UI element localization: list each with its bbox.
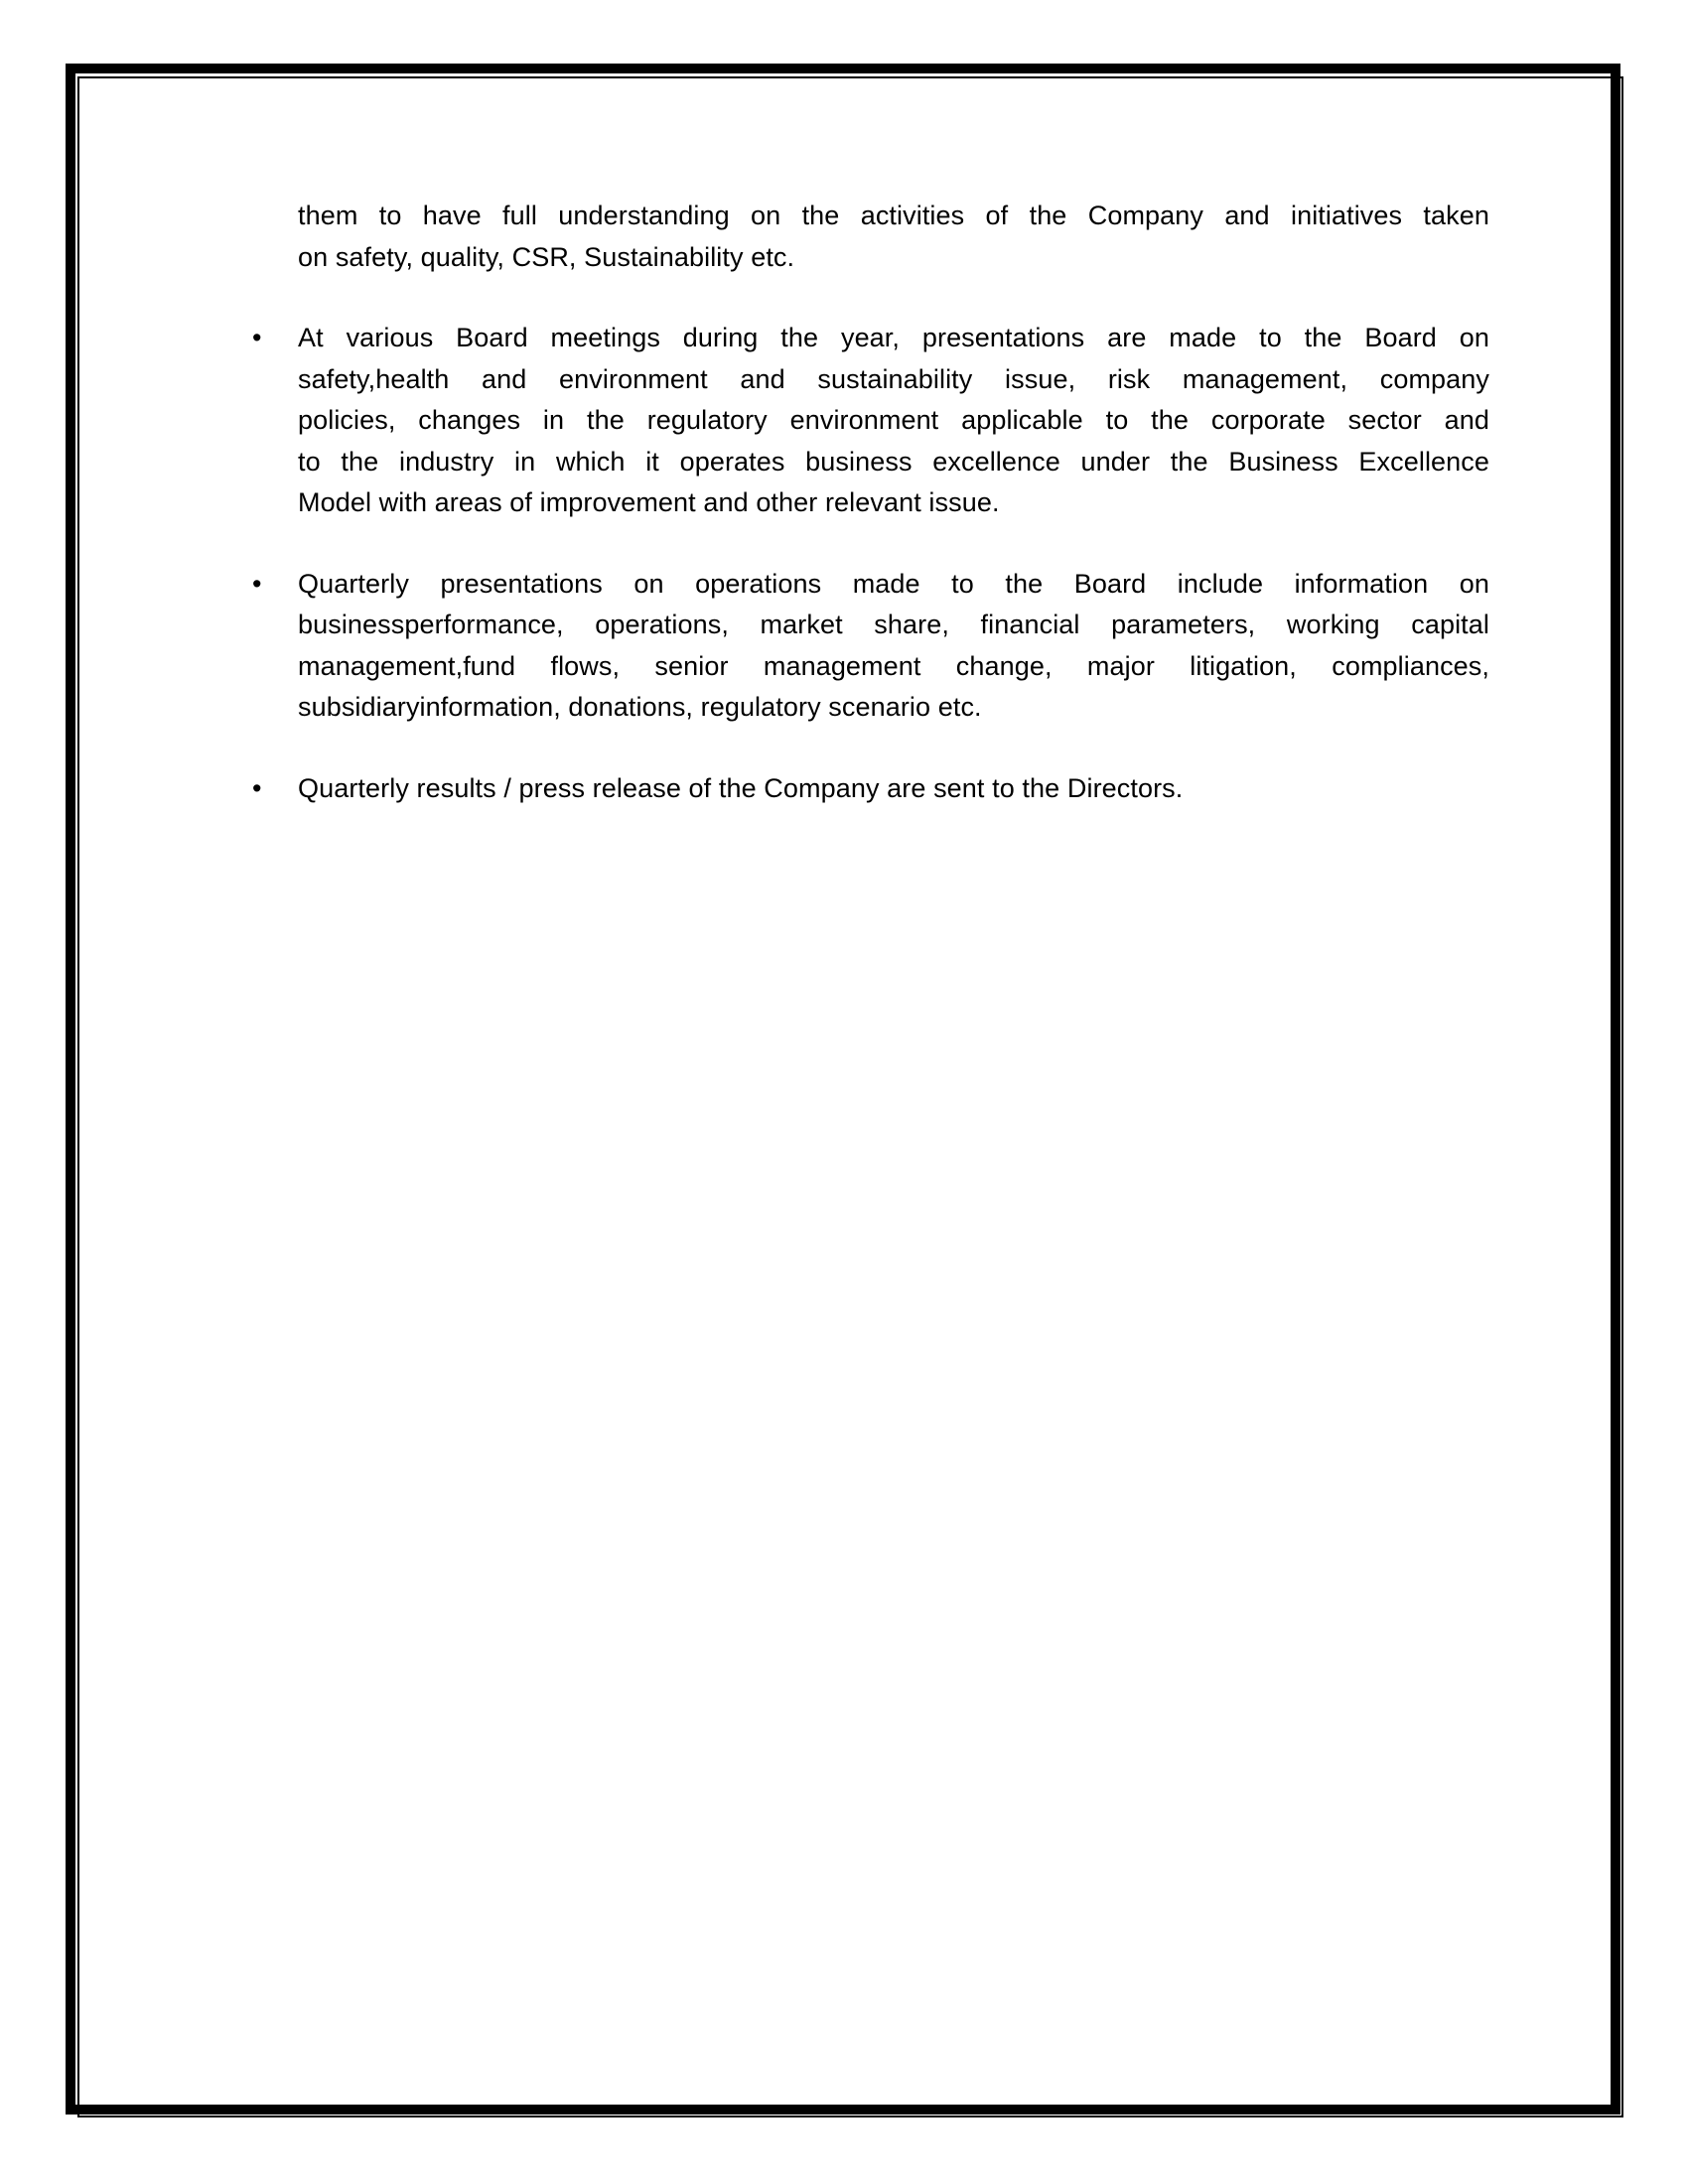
text-line: on safety, quality, CSR, Sustainability etc. (298, 241, 795, 272)
text-line: to the industry in which it operates business excellence under the Business Excellence (298, 446, 1489, 477)
bullet-paragraph (252, 768, 1489, 810)
text-line: policies, changes in the regulatory environment applicable to the corporate sector and (298, 405, 1489, 435)
text-line: businessperformance, operations, market share, financial parameters, working capital (298, 610, 1489, 639)
page-content (252, 196, 1489, 849)
paragraph (298, 196, 1489, 278)
text-line: Quarterly presentations on operations made to the Board include information on (298, 568, 1489, 599)
bullet-marker: • (252, 323, 262, 352)
text-line: Quarterly results / press release of the Company are sent to the Directors. (298, 772, 1184, 803)
bullet-paragraph (252, 318, 1489, 524)
text-line: them to have full understanding on the activities of the Company and initiatives taken (298, 201, 1489, 230)
text-line: subsidiaryinformation, donations, regulatory scenario etc. (298, 692, 982, 722)
text-line: At various Board meetings during the year, presentations are made to the Board on (298, 323, 1489, 352)
bullet-marker: • (252, 772, 262, 803)
bullet-paragraph (252, 564, 1489, 729)
text-line: management,fund flows, senior management change, major litigation, compliances, (298, 650, 1489, 681)
text-line: Model with areas of improvement and other relevant issue. (298, 487, 1000, 517)
bullet-marker: • (252, 568, 262, 599)
text-line: safety,health and environment and sustainability issue, risk management, company (298, 363, 1489, 394)
